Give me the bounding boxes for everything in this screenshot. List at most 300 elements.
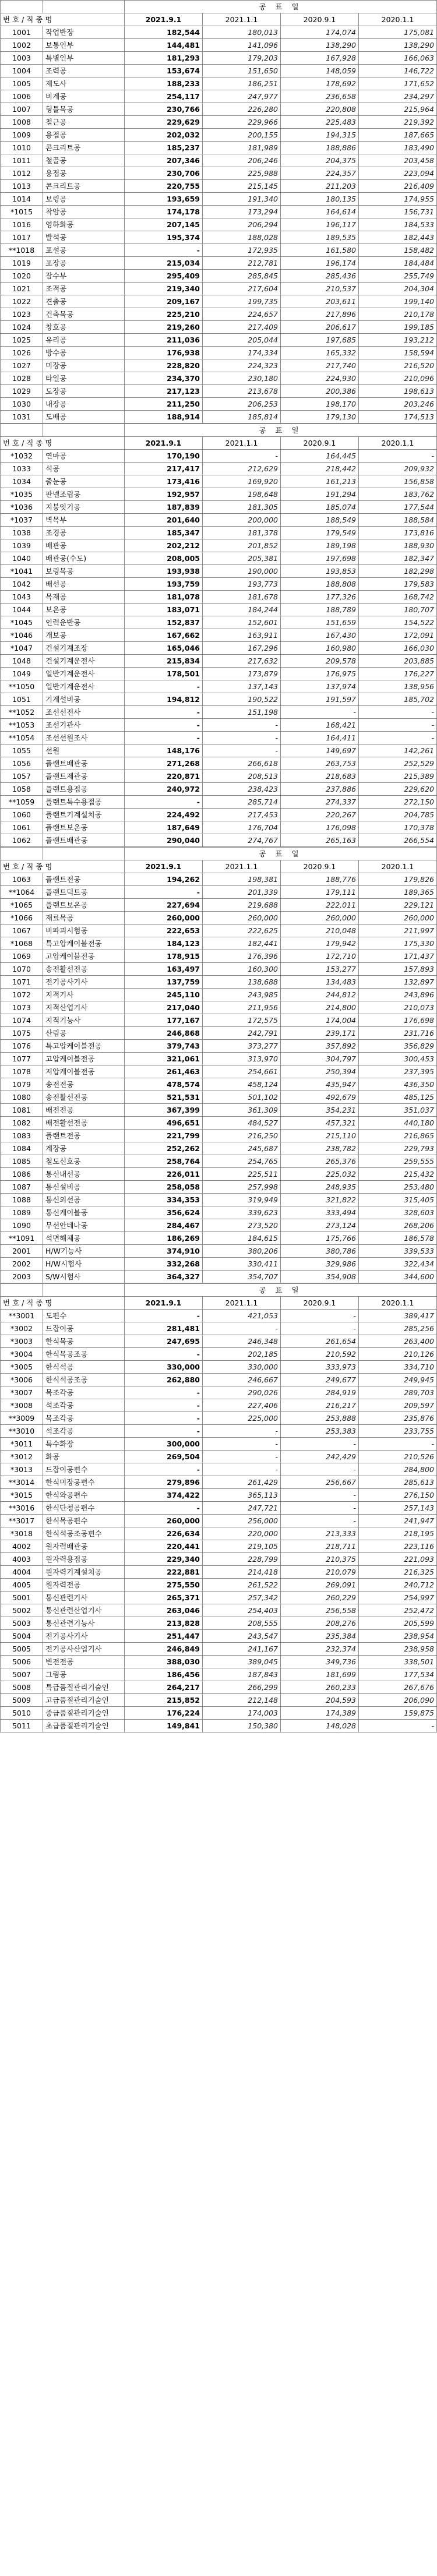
header-code-name: 번 호 / 직 종 명 bbox=[1, 1297, 125, 1310]
row-job-name: 특급품질관리기술인 bbox=[43, 1681, 125, 1694]
wage-2020-9: 188,789 bbox=[281, 604, 359, 616]
wage-2021-1: 202,185 bbox=[203, 1348, 281, 1361]
wage-2020-1: 436,350 bbox=[359, 1078, 437, 1091]
wage-2021-9: 263,046 bbox=[125, 1604, 203, 1617]
row-code: *1015 bbox=[1, 206, 43, 218]
wage-2020-1: 199,185 bbox=[359, 321, 437, 334]
wage-2021-9: 167,662 bbox=[125, 629, 203, 642]
wage-2020-1: 219,392 bbox=[359, 116, 437, 129]
wage-2020-1: 233,755 bbox=[359, 1425, 437, 1438]
row-job-name: 지적기사 bbox=[43, 989, 125, 1001]
row-code: *3003 bbox=[1, 1335, 43, 1348]
row-code: *3013 bbox=[1, 1463, 43, 1476]
table-row bbox=[1, 1027, 437, 1040]
row-code: **1053 bbox=[1, 719, 43, 732]
row-code: 1089 bbox=[1, 1206, 43, 1219]
row-code: 1090 bbox=[1, 1219, 43, 1232]
table-row bbox=[1, 1476, 437, 1489]
row-job-name: 배관공 bbox=[43, 539, 125, 552]
row-code: 4003 bbox=[1, 1553, 43, 1566]
wage-2021-1: 245,687 bbox=[203, 1142, 281, 1155]
table-row bbox=[1, 1386, 437, 1399]
wage-2021-1: 219,688 bbox=[203, 899, 281, 912]
row-code: *1065 bbox=[1, 899, 43, 912]
wage-2021-1: 206,253 bbox=[203, 398, 281, 411]
wage-2020-1: 216,865 bbox=[359, 1130, 437, 1142]
wage-2021-9: 195,374 bbox=[125, 231, 203, 244]
wage-2021-9: 144,481 bbox=[125, 39, 203, 52]
row-job-name: 철근공 bbox=[43, 116, 125, 129]
wage-2020-9: 217,896 bbox=[281, 308, 359, 321]
wage-2021-1: 182,441 bbox=[203, 937, 281, 950]
row-code: 5007 bbox=[1, 1668, 43, 1681]
row-code: **1059 bbox=[1, 796, 43, 809]
wage-2021-1: 365,113 bbox=[203, 1489, 281, 1502]
row-code: 1038 bbox=[1, 527, 43, 539]
table-row bbox=[1, 488, 437, 501]
table-row bbox=[1, 1348, 437, 1361]
table-row bbox=[1, 1399, 437, 1412]
wage-2021-9: 478,574 bbox=[125, 1078, 203, 1091]
row-job-name: 방수공 bbox=[43, 347, 125, 359]
wage-2020-1: 175,330 bbox=[359, 937, 437, 950]
wage-2020-9: 218,442 bbox=[281, 463, 359, 475]
row-code: 1040 bbox=[1, 552, 43, 565]
row-code: 1060 bbox=[1, 809, 43, 821]
row-code: 1082 bbox=[1, 1117, 43, 1130]
row-job-name: 한식미장공편수 bbox=[43, 1476, 125, 1489]
wage-2020-9: 180,135 bbox=[281, 193, 359, 206]
wage-2021-9: 153,674 bbox=[125, 65, 203, 77]
wage-2020-1: 209,932 bbox=[359, 463, 437, 475]
table-row bbox=[1, 886, 437, 899]
row-code: 1010 bbox=[1, 142, 43, 154]
wage-2020-9: 224,357 bbox=[281, 167, 359, 180]
wage-2020-9: 206,617 bbox=[281, 321, 359, 334]
wage-2020-1: 229,793 bbox=[359, 1142, 437, 1155]
row-code: **1091 bbox=[1, 1232, 43, 1245]
row-job-name: 건설기계조장 bbox=[43, 642, 125, 655]
row-job-name: 조경공 bbox=[43, 527, 125, 539]
header-date: 2020.9.1 bbox=[281, 1297, 359, 1310]
wage-2020-1: 184,533 bbox=[359, 218, 437, 231]
row-job-name: 콘크리트공 bbox=[43, 142, 125, 154]
wage-2021-1: 380,206 bbox=[203, 1245, 281, 1258]
wage-2021-9: - bbox=[125, 796, 203, 809]
wage-2021-9: 220,755 bbox=[125, 180, 203, 193]
wage-2021-9: 181,293 bbox=[125, 52, 203, 65]
wage-2020-1: 209,597 bbox=[359, 1399, 437, 1412]
row-job-name: 발석공 bbox=[43, 231, 125, 244]
wage-2021-9: 177,167 bbox=[125, 1014, 203, 1027]
wage-2021-1: 222,625 bbox=[203, 924, 281, 937]
row-job-name: 목조각공 bbox=[43, 1386, 125, 1399]
wage-2021-9: 332,268 bbox=[125, 1258, 203, 1271]
wage-2020-1: 166,063 bbox=[359, 52, 437, 65]
wage-2021-1: 181,305 bbox=[203, 501, 281, 514]
wage-2020-1: 132,897 bbox=[359, 976, 437, 989]
wage-2020-1: 223,094 bbox=[359, 167, 437, 180]
table-row bbox=[1, 1489, 437, 1502]
table-row bbox=[1, 604, 437, 616]
table-row bbox=[1, 1168, 437, 1181]
wage-2021-1: 205,044 bbox=[203, 334, 281, 347]
wage-2021-1: 172,935 bbox=[203, 244, 281, 257]
wage-2020-9: 179,130 bbox=[281, 411, 359, 424]
wage-2020-9: - bbox=[281, 1322, 359, 1335]
table-row bbox=[1, 1668, 437, 1681]
wage-2020-9: 214,800 bbox=[281, 1001, 359, 1014]
wage-2020-1: 234,297 bbox=[359, 90, 437, 103]
wage-2021-1: 201,339 bbox=[203, 886, 281, 899]
wage-2021-9: 209,167 bbox=[125, 295, 203, 308]
wage-2021-1: 261,429 bbox=[203, 1476, 281, 1489]
row-job-name: 형틀목공 bbox=[43, 103, 125, 116]
table-row bbox=[1, 642, 437, 655]
row-job-name: 일반기계운전사 bbox=[43, 680, 125, 693]
table-row bbox=[1, 539, 437, 552]
wage-2021-1: 163,911 bbox=[203, 629, 281, 642]
wage-2021-9: 170,190 bbox=[125, 450, 203, 463]
wage-2021-9: 194,812 bbox=[125, 693, 203, 706]
table-row bbox=[1, 372, 437, 385]
row-code: 1001 bbox=[1, 26, 43, 39]
row-job-name: 비파괴시험공 bbox=[43, 924, 125, 937]
wage-2020-9: 222,011 bbox=[281, 899, 359, 912]
wage-2020-9: 235,384 bbox=[281, 1630, 359, 1643]
wage-2021-9: 185,237 bbox=[125, 142, 203, 154]
table-row bbox=[1, 283, 437, 295]
wage-2021-9: 300,000 bbox=[125, 1438, 203, 1451]
row-code: 1020 bbox=[1, 270, 43, 283]
wage-2020-9: 237,886 bbox=[281, 783, 359, 796]
row-job-name: 재료목공 bbox=[43, 912, 125, 924]
wage-2020-1: 334,710 bbox=[359, 1361, 437, 1374]
table-row bbox=[1, 950, 437, 963]
wage-2020-1: 183,762 bbox=[359, 488, 437, 501]
wage-2021-1: 208,555 bbox=[203, 1617, 281, 1630]
row-job-name: 도배공 bbox=[43, 411, 125, 424]
wage-2021-9: 213,828 bbox=[125, 1617, 203, 1630]
row-job-name: 도편수 bbox=[43, 1310, 125, 1322]
row-job-name: 건축목공 bbox=[43, 308, 125, 321]
wage-2020-9: 232,374 bbox=[281, 1643, 359, 1656]
wage-2021-9: 262,880 bbox=[125, 1374, 203, 1386]
wage-2021-9: 215,852 bbox=[125, 1694, 203, 1707]
wage-2020-1: 229,121 bbox=[359, 899, 437, 912]
table-row bbox=[1, 963, 437, 976]
row-code: *1032 bbox=[1, 450, 43, 463]
wage-2020-1: 285,613 bbox=[359, 1476, 437, 1489]
wage-2021-1: 206,294 bbox=[203, 218, 281, 231]
wage-2021-9: 279,896 bbox=[125, 1476, 203, 1489]
row-job-name: 판넬조립공 bbox=[43, 488, 125, 501]
row-code: **3009 bbox=[1, 1412, 43, 1425]
row-job-name: 유리공 bbox=[43, 334, 125, 347]
row-code: 5009 bbox=[1, 1694, 43, 1707]
table-row bbox=[1, 142, 437, 154]
wage-2020-1: 166,030 bbox=[359, 642, 437, 655]
table-row bbox=[1, 1078, 437, 1091]
wage-2021-9: 230,766 bbox=[125, 103, 203, 116]
wage-2021-1: 361,309 bbox=[203, 1104, 281, 1117]
wage-2021-1: 257,998 bbox=[203, 1181, 281, 1194]
wage-2020-1: 189,365 bbox=[359, 886, 437, 899]
wage-2021-1: 213,678 bbox=[203, 385, 281, 398]
wage-2020-9: - bbox=[281, 1515, 359, 1527]
wage-2020-9: 269,091 bbox=[281, 1579, 359, 1592]
wage-2020-1: 300,453 bbox=[359, 1053, 437, 1065]
row-job-name: 제도사 bbox=[43, 77, 125, 90]
table-row bbox=[1, 976, 437, 989]
wage-2021-1: 458,124 bbox=[203, 1078, 281, 1091]
wage-2021-1: 180,013 bbox=[203, 26, 281, 39]
wage-2020-1: 138,956 bbox=[359, 680, 437, 693]
wage-2021-9: 211,250 bbox=[125, 398, 203, 411]
wage-2020-1: 315,405 bbox=[359, 1194, 437, 1206]
wage-2020-1: 268,206 bbox=[359, 1219, 437, 1232]
table-row bbox=[1, 655, 437, 668]
wage-2020-1: - bbox=[359, 1720, 437, 1732]
wage-2020-9: 193,853 bbox=[281, 565, 359, 578]
row-job-name: 한식목공조공 bbox=[43, 1348, 125, 1361]
row-job-name: 드잡이공편수 bbox=[43, 1463, 125, 1476]
wage-2020-9: 209,578 bbox=[281, 655, 359, 668]
wage-2020-1: 154,522 bbox=[359, 616, 437, 629]
wage-2021-9: 163,497 bbox=[125, 963, 203, 976]
row-job-name: 고압케이블전공 bbox=[43, 950, 125, 963]
row-code: 1004 bbox=[1, 65, 43, 77]
row-job-name: 초급품질관리기술인 bbox=[43, 1720, 125, 1732]
row-job-name: 도장공 bbox=[43, 385, 125, 398]
row-job-name: 한식석공조공편수 bbox=[43, 1527, 125, 1540]
table-row bbox=[1, 1091, 437, 1104]
header-title: 공 표 일 bbox=[125, 848, 437, 860]
table-row bbox=[1, 578, 437, 591]
wage-2020-9: 210,375 bbox=[281, 1553, 359, 1566]
table-row bbox=[1, 270, 437, 283]
row-job-name: 조선선전사 bbox=[43, 706, 125, 719]
header-title: 공 표 일 bbox=[125, 1284, 437, 1297]
wage-2021-1: 181,378 bbox=[203, 527, 281, 539]
wage-2021-1: 200,155 bbox=[203, 129, 281, 142]
table-row bbox=[1, 39, 437, 52]
wage-2020-9: 164,445 bbox=[281, 450, 359, 463]
wage-2021-1: - bbox=[203, 719, 281, 732]
wage-2021-1: 206,246 bbox=[203, 154, 281, 167]
table-row bbox=[1, 1681, 437, 1694]
wage-2021-1: 389,045 bbox=[203, 1656, 281, 1668]
row-code: 1033 bbox=[1, 463, 43, 475]
wage-2020-1: 223,116 bbox=[359, 1540, 437, 1553]
wage-2021-9: 246,849 bbox=[125, 1643, 203, 1656]
table-row bbox=[1, 770, 437, 783]
row-code: 1051 bbox=[1, 693, 43, 706]
wage-2021-9: 207,346 bbox=[125, 154, 203, 167]
wage-2021-1: 261,522 bbox=[203, 1579, 281, 1592]
wage-2021-1: 215,145 bbox=[203, 180, 281, 193]
row-code: 5005 bbox=[1, 1643, 43, 1656]
wage-2021-1: 266,618 bbox=[203, 757, 281, 770]
header-date: 2020.9.1 bbox=[281, 437, 359, 450]
wage-2021-1: 217,632 bbox=[203, 655, 281, 668]
wage-2021-9: 137,759 bbox=[125, 976, 203, 989]
wage-2021-9: - bbox=[125, 732, 203, 744]
wage-2020-9: 176,975 bbox=[281, 668, 359, 680]
table-row bbox=[1, 1001, 437, 1014]
wage-2020-9: 151,659 bbox=[281, 616, 359, 629]
wage-2021-9: 176,938 bbox=[125, 347, 203, 359]
table-row bbox=[1, 732, 437, 744]
table-row bbox=[1, 463, 437, 475]
row-job-name: 통신관련기능사 bbox=[43, 1617, 125, 1630]
row-job-name: 콘크리트공 bbox=[43, 180, 125, 193]
wage-2020-9: 208,276 bbox=[281, 1617, 359, 1630]
wage-2020-1: 253,480 bbox=[359, 1181, 437, 1194]
wage-2020-9: 354,231 bbox=[281, 1104, 359, 1117]
table-row bbox=[1, 1155, 437, 1168]
row-code: 1061 bbox=[1, 821, 43, 834]
header-date: 2021.9.1 bbox=[125, 437, 203, 450]
wage-2020-9: 225,483 bbox=[281, 116, 359, 129]
wage-2020-1: 170,378 bbox=[359, 821, 437, 834]
row-job-name: 플랜트배관공 bbox=[43, 834, 125, 847]
wage-table-section bbox=[0, 1283, 437, 1732]
wage-2020-9: 274,337 bbox=[281, 796, 359, 809]
wage-2020-1: 276,150 bbox=[359, 1489, 437, 1502]
wage-2021-1: 212,629 bbox=[203, 463, 281, 475]
table-row bbox=[1, 1053, 437, 1065]
row-job-name: 송전전공 bbox=[43, 1078, 125, 1091]
wage-2020-1: - bbox=[359, 719, 437, 732]
wage-2020-1: 198,613 bbox=[359, 385, 437, 398]
row-code: 1042 bbox=[1, 578, 43, 591]
wage-2021-9: 186,456 bbox=[125, 1668, 203, 1681]
wage-2021-1: 260,000 bbox=[203, 912, 281, 924]
table-row bbox=[1, 629, 437, 642]
table-row bbox=[1, 1592, 437, 1604]
wage-2020-1: 180,707 bbox=[359, 604, 437, 616]
wage-2020-1: 184,484 bbox=[359, 257, 437, 270]
wage-2021-1: 191,340 bbox=[203, 193, 281, 206]
table-row bbox=[1, 1322, 437, 1335]
table-row bbox=[1, 1656, 437, 1668]
row-job-name: 플랜트특수용접공 bbox=[43, 796, 125, 809]
wage-2020-9: 220,267 bbox=[281, 809, 359, 821]
header-row-title bbox=[1, 424, 437, 437]
wage-2020-1: 267,676 bbox=[359, 1681, 437, 1694]
row-code: *1047 bbox=[1, 642, 43, 655]
row-job-name: 배관공(수도) bbox=[43, 552, 125, 565]
wage-2021-1: 219,105 bbox=[203, 1540, 281, 1553]
wage-2021-9: 165,046 bbox=[125, 642, 203, 655]
wage-2021-9: - bbox=[125, 1348, 203, 1361]
table-row bbox=[1, 1515, 437, 1527]
wage-2020-1: 176,227 bbox=[359, 668, 437, 680]
table-row bbox=[1, 514, 437, 527]
wage-2021-9: 188,233 bbox=[125, 77, 203, 90]
row-job-name: 특고압케이블전공 bbox=[43, 937, 125, 950]
wage-2021-9: 207,145 bbox=[125, 218, 203, 231]
wage-2020-1: 203,458 bbox=[359, 154, 437, 167]
row-code: 1081 bbox=[1, 1104, 43, 1117]
table-row bbox=[1, 744, 437, 757]
wage-2021-1: 208,513 bbox=[203, 770, 281, 783]
wage-2020-9: 200,386 bbox=[281, 385, 359, 398]
row-job-name: 특수화장 bbox=[43, 1438, 125, 1451]
row-code: 1056 bbox=[1, 757, 43, 770]
row-code: 1072 bbox=[1, 989, 43, 1001]
table-row bbox=[1, 873, 437, 886]
wage-2021-1: - bbox=[203, 1463, 281, 1476]
wage-table-section bbox=[0, 0, 437, 424]
row-code: **3014 bbox=[1, 1476, 43, 1489]
table-row bbox=[1, 757, 437, 770]
wage-2020-9: 211,203 bbox=[281, 180, 359, 193]
wage-2020-1: 210,126 bbox=[359, 1348, 437, 1361]
wage-2020-9: 329,986 bbox=[281, 1258, 359, 1271]
wage-2021-9: 295,409 bbox=[125, 270, 203, 283]
row-code: 2002 bbox=[1, 1258, 43, 1271]
wage-2021-1: - bbox=[203, 1425, 281, 1438]
wage-2021-1: 150,380 bbox=[203, 1720, 281, 1732]
row-code: 4005 bbox=[1, 1579, 43, 1592]
wage-2020-9: 179,549 bbox=[281, 527, 359, 539]
table-row bbox=[1, 1219, 437, 1232]
wage-2021-1: 185,814 bbox=[203, 411, 281, 424]
wage-2021-1: - bbox=[203, 1438, 281, 1451]
wage-2021-1: 212,148 bbox=[203, 1694, 281, 1707]
wage-2020-1: 322,434 bbox=[359, 1258, 437, 1271]
row-code: 1070 bbox=[1, 963, 43, 976]
header-date: 2021.9.1 bbox=[125, 1297, 203, 1310]
header-row-dates bbox=[1, 1297, 437, 1310]
wage-2020-9: 134,483 bbox=[281, 976, 359, 989]
wage-2021-1: 205,381 bbox=[203, 552, 281, 565]
wage-2020-9: 167,430 bbox=[281, 629, 359, 642]
wage-2021-1: 228,799 bbox=[203, 1553, 281, 1566]
wage-2020-9: 189,198 bbox=[281, 539, 359, 552]
row-job-name: 미장공 bbox=[43, 359, 125, 372]
row-job-name: 보온공 bbox=[43, 604, 125, 616]
wage-2021-9: 225,210 bbox=[125, 308, 203, 321]
wage-2020-9: 161,213 bbox=[281, 475, 359, 488]
row-job-name: 석면해체공 bbox=[43, 1232, 125, 1245]
row-code: 1087 bbox=[1, 1181, 43, 1194]
wage-2021-1: 151,198 bbox=[203, 706, 281, 719]
row-code: **1050 bbox=[1, 680, 43, 693]
row-code: 1030 bbox=[1, 398, 43, 411]
wage-2021-1: 211,956 bbox=[203, 1001, 281, 1014]
wage-2020-9: 210,048 bbox=[281, 924, 359, 937]
wage-2020-9: 176,098 bbox=[281, 821, 359, 834]
wage-2021-9: 275,550 bbox=[125, 1579, 203, 1592]
wage-2021-1: 198,381 bbox=[203, 873, 281, 886]
table-row bbox=[1, 231, 437, 244]
wage-2021-9: - bbox=[125, 1386, 203, 1399]
table-row bbox=[1, 1425, 437, 1438]
row-job-name: 플랜트덕트공 bbox=[43, 886, 125, 899]
wage-2020-1: 284,800 bbox=[359, 1463, 437, 1476]
wage-2020-1: 243,896 bbox=[359, 989, 437, 1001]
row-job-name: 플랜트기계설치공 bbox=[43, 809, 125, 821]
wage-2021-9: - bbox=[125, 680, 203, 693]
row-code: 1023 bbox=[1, 308, 43, 321]
row-job-name: 목조각공 bbox=[43, 1412, 125, 1425]
row-code: *1036 bbox=[1, 501, 43, 514]
row-code: 5002 bbox=[1, 1604, 43, 1617]
wage-2020-9: 260,229 bbox=[281, 1592, 359, 1604]
